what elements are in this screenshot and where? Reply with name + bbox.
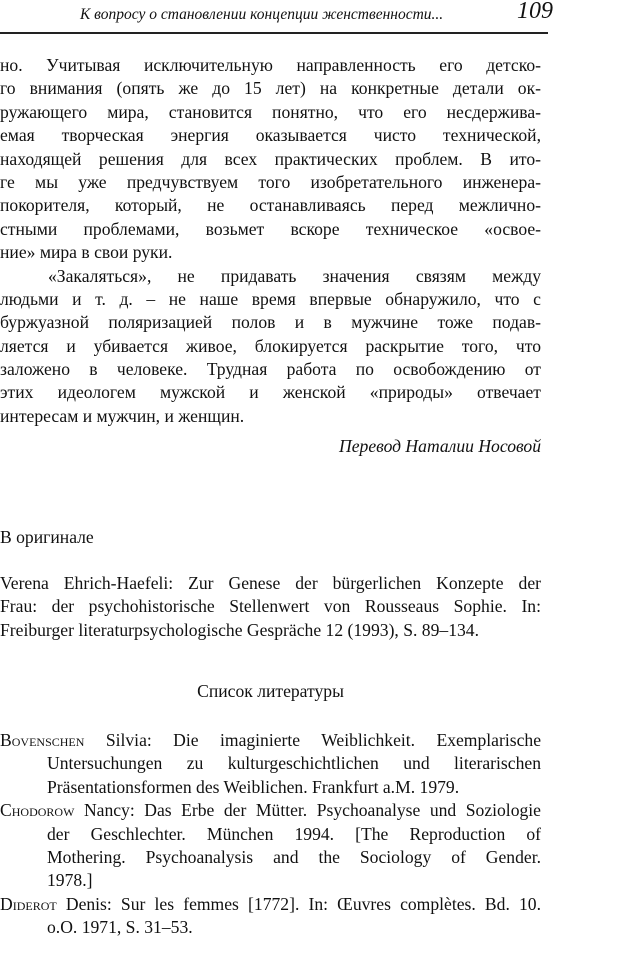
bibliography-list <box>0 729 541 940</box>
bib-author: Diderot <box>0 893 57 914</box>
body-line: находящей решения для всех практических проблем. В ито- <box>0 148 541 169</box>
header-rule <box>0 32 548 34</box>
bib-author: Bovenschen <box>0 730 85 750</box>
body-line: стными проблемами, возьмет вскоре техническое «освое- <box>0 218 541 239</box>
body-line: буржуазной поляризацией полов и в мужчине тоже подав- <box>0 312 541 333</box>
page-number: 109 <box>517 0 553 24</box>
body-line: заложено в человеке. Трудная работа по освобождению от <box>0 359 541 380</box>
bibliography-entry <box>0 729 541 799</box>
body-text <box>0 54 541 428</box>
bibliography-entry <box>0 893 541 940</box>
body-line: интересам и мужчин, и женщин. <box>0 405 245 426</box>
body-line-paragraph-start: «Закаляться», не придавать значения связям между <box>48 265 541 286</box>
body-line: людьми и т. д. – не наше время впервые обнаружило, что с <box>0 288 541 309</box>
body-line: ружающего мира, становится понятно, что его несдержива- <box>0 101 541 122</box>
bib-continuation: Präsentationsformen des Weiblichen. Frankfurt a.M. 1979. <box>47 776 460 797</box>
bib-first-line <box>0 893 541 916</box>
original-reference <box>0 572 541 642</box>
bib-continuation: 1978.] <box>47 870 93 891</box>
body-line: покорителя, который, не останавливаясь перед межлично- <box>0 195 541 216</box>
reference-line: Verena Ehrich-Haefeli: Zur Genese der bürgerlichen Konzepte der <box>0 573 541 593</box>
bib-first-line <box>0 729 541 752</box>
bib-author: Chodorow <box>0 800 75 821</box>
body-line: ние» мира в свои руки. <box>0 242 173 263</box>
body-line: но. Учитывая исключительную направленность его детско- <box>0 55 541 75</box>
running-head-title: К вопросу о становлении концепции женственности... <box>80 6 444 23</box>
bib-first-text: Denis: Sur les femmes [1772]. In: Œuvres complètes. Bd. 10. <box>65 893 542 914</box>
body-line: этих идеологем мужской и женской «природы» отвечает <box>0 382 541 403</box>
body-line: ге мы уже предчувствуем того изобретательного инженера- <box>0 171 541 192</box>
body-line: ляется и убивается живое, блокируется раскрытие того, что <box>0 335 541 356</box>
literature-heading: Список литературы <box>197 681 344 701</box>
running-head <box>0 0 560 34</box>
bib-continuation: der Geschlechter. München 1994. [The Reproduction of <box>47 823 541 844</box>
bib-first-text: Silvia: Die imaginierte Weiblichkeit. Exemplarische <box>105 730 541 750</box>
bib-first-line <box>0 799 541 822</box>
bibliography-entry <box>0 799 541 893</box>
bib-continuation: Untersuchungen zu kulturgeschichtlichen und literarischen <box>47 753 541 774</box>
bib-first-text: Nancy: Das Erbe der Mütter. Psychoanalyse und Soziologie <box>83 800 541 821</box>
reference-line: Freiburger literaturpsychologische Gespräche 12 (1993), S. 89–134. <box>0 619 479 640</box>
reference-line: Frau: der psychohistorische Stellenwert von Rousseaus Sophie. In: <box>0 596 541 617</box>
bib-continuation: o.O. 1971, S. 31–53. <box>47 917 193 938</box>
body-line: емая творческая энергия оказывается чисто технической, <box>0 125 541 146</box>
original-heading: В оригинале <box>0 527 94 547</box>
bib-continuation: Mothering. Psychoanalysis and the Sociology of Gender. <box>47 847 541 868</box>
body-line: го внимания (опять же до 15 лет) на конкретные детали ок- <box>0 78 541 99</box>
translator-credit: Перевод Наталии Носовой <box>339 436 541 456</box>
